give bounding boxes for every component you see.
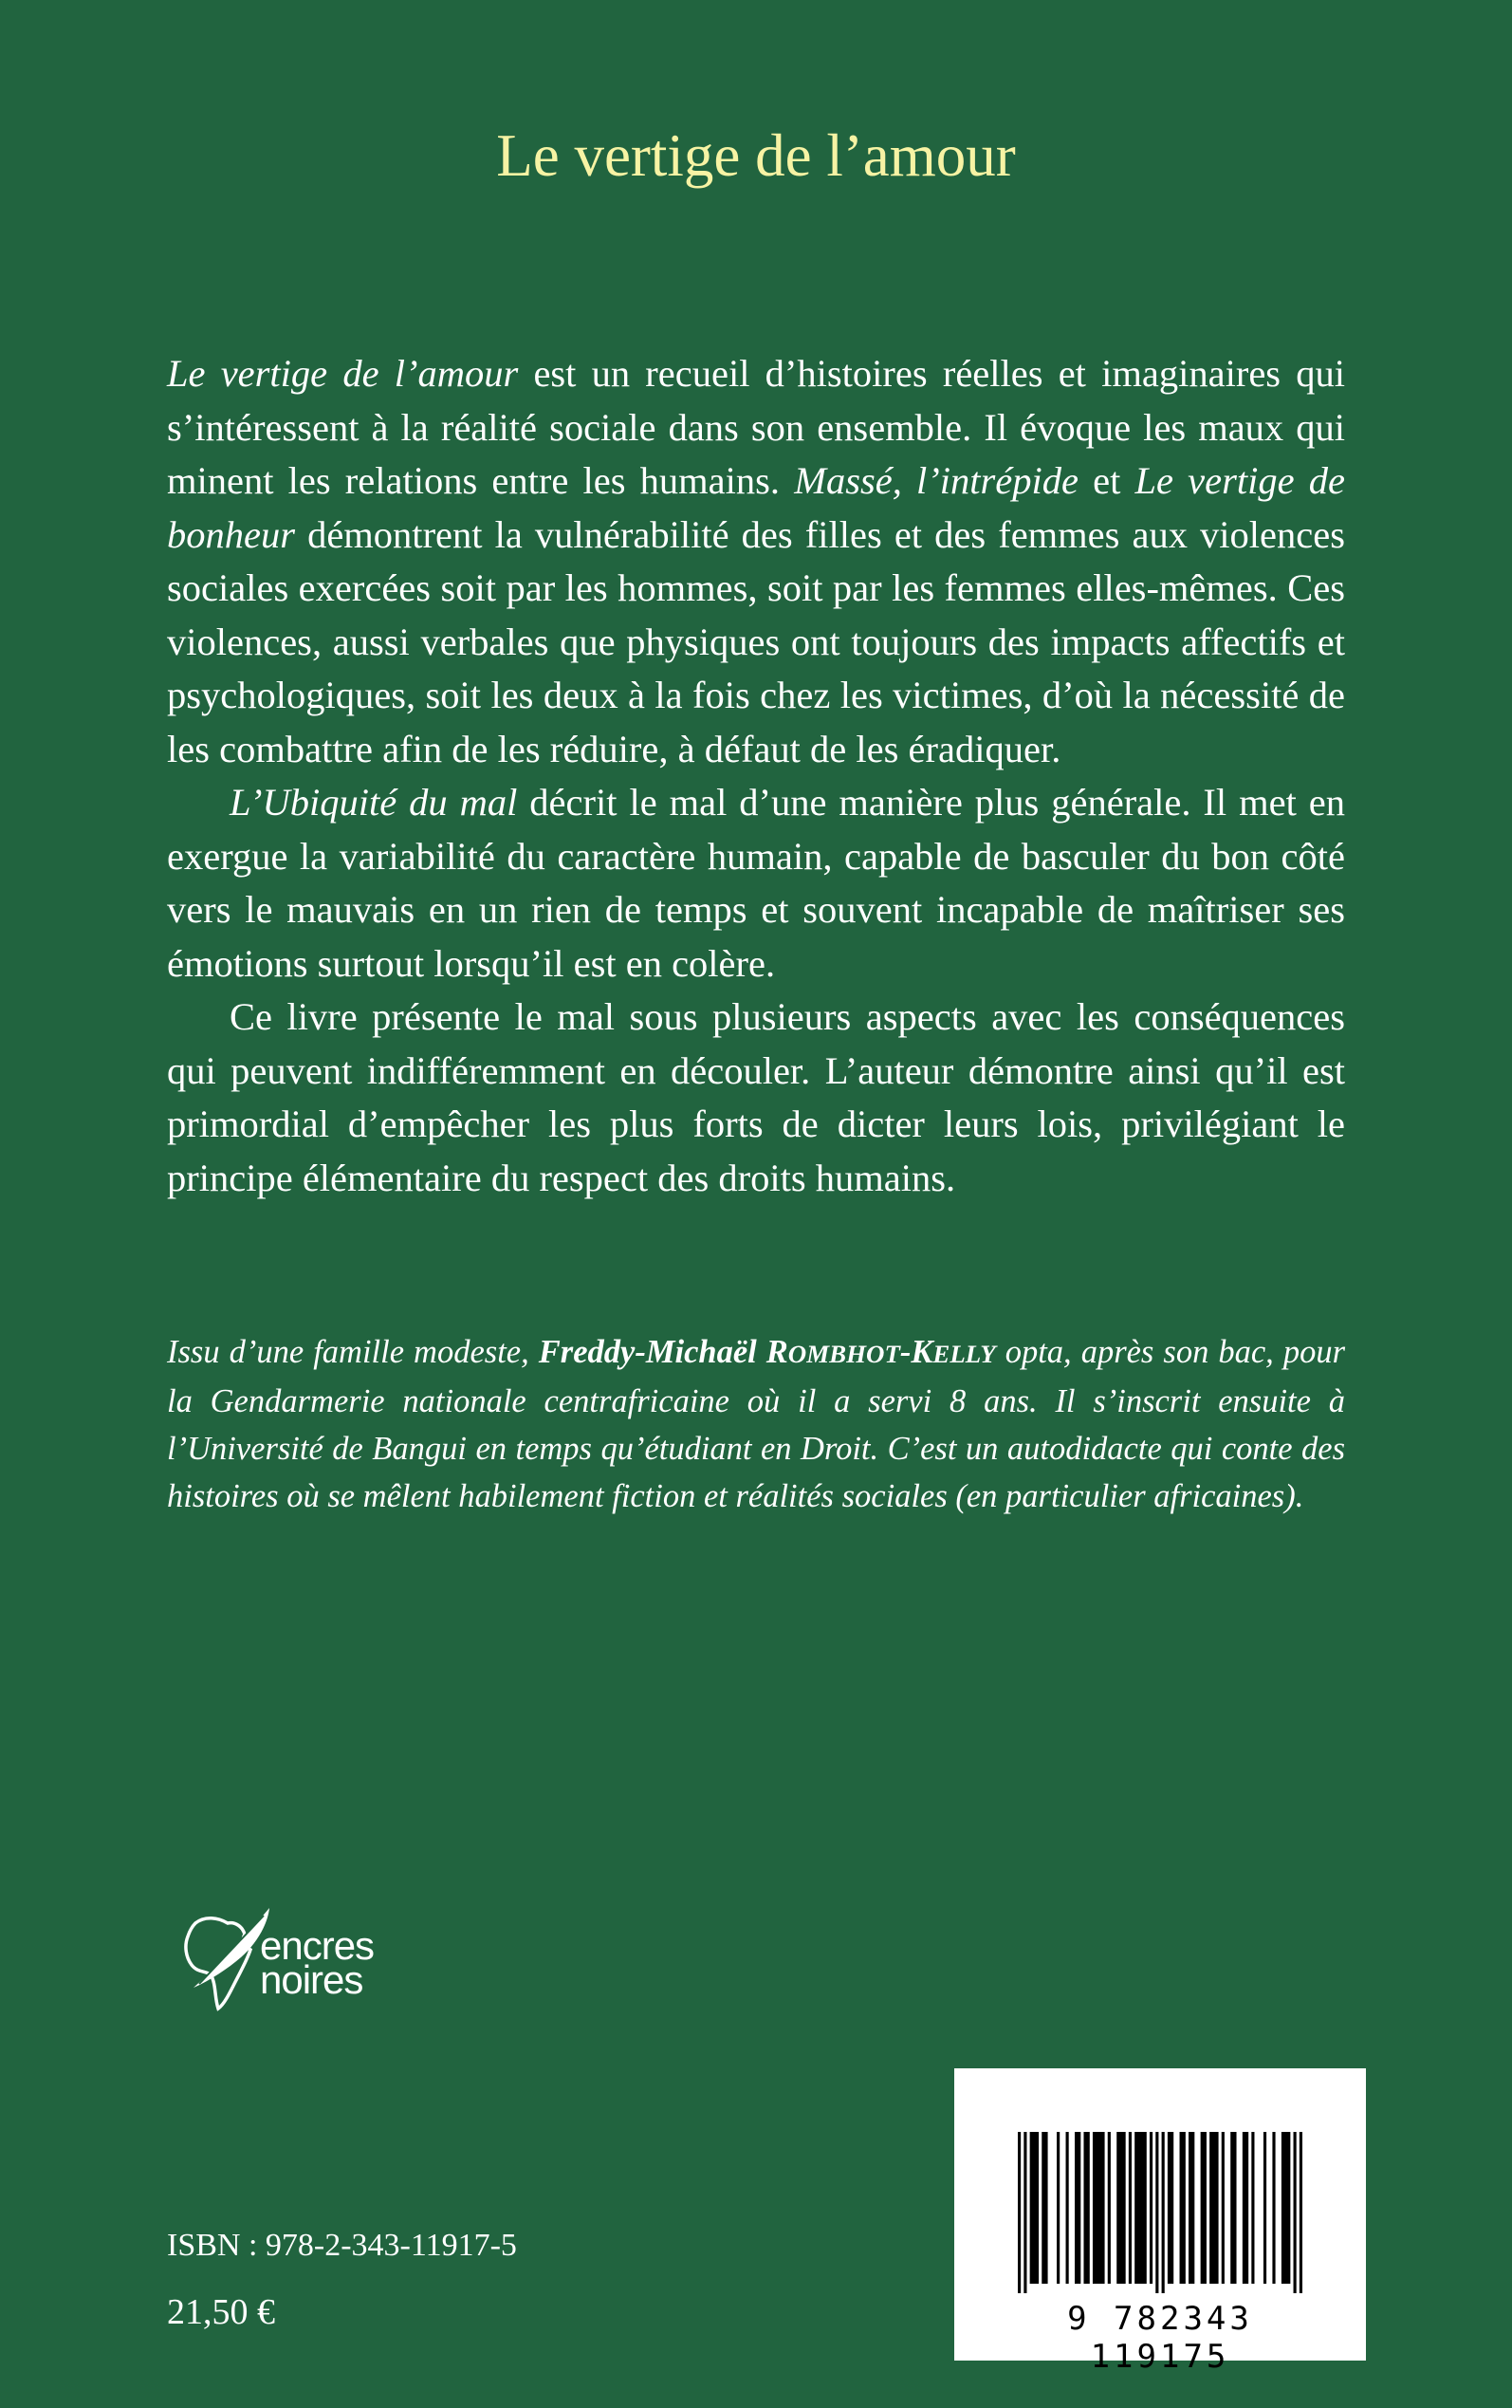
barcode-bar xyxy=(1230,2132,1236,2284)
barcode-bar xyxy=(1272,2132,1275,2284)
bio-intro: Issu d’une famille modeste, xyxy=(167,1334,539,1370)
barcode-bar xyxy=(1108,2132,1111,2284)
blurb-text-run: L’Ubiquité du mal xyxy=(230,781,518,824)
barcode-bar xyxy=(1243,2132,1248,2284)
barcode-bar xyxy=(1168,2132,1173,2284)
blurb-text-run: Le vertige de bonheur xyxy=(167,459,1345,556)
barcode-bar xyxy=(1018,2132,1021,2293)
barcode-bar xyxy=(1263,2132,1266,2284)
barcode-bar xyxy=(1201,2132,1207,2284)
barcode-bar xyxy=(1294,2132,1297,2293)
book-title: Le vertige de l’amour xyxy=(496,122,1016,189)
author-bio xyxy=(167,1328,1345,1520)
blurb-text-run: et xyxy=(1078,459,1135,502)
price: 21,50 € xyxy=(167,2292,275,2332)
barcode-bar xyxy=(1300,2132,1302,2293)
blurb-text-run: décrit le mal d’une manière plus générale. Il met en exergue la variabilité du caractère humain, capable de basculer du bon côté vers le mauvais en un rien de temps et souvent incapable de maîtriser ses émotions surtout lorsqu’il est en colère. xyxy=(167,781,1345,985)
barcode-bar xyxy=(1150,2132,1152,2284)
barcode-bar xyxy=(1209,2132,1218,2284)
barcode-bar xyxy=(1042,2132,1047,2284)
barcode-bar xyxy=(1093,2132,1105,2284)
barcode xyxy=(954,2068,1366,2376)
barcode-bar xyxy=(1066,2132,1069,2284)
barcode-bar xyxy=(1083,2132,1089,2284)
barcode-bar xyxy=(1030,2132,1039,2284)
blurb-text-run: Le vertige de l’amour xyxy=(167,352,519,395)
barcode-digits: 9 782343 119175 xyxy=(1067,2300,1253,2376)
barcode-bar xyxy=(1075,2132,1080,2284)
barcode-bar xyxy=(1162,2132,1165,2293)
author-name: Freddy-Michaël ROMBHOT-KELLY xyxy=(538,1334,996,1370)
blurb-text-run: est un recueil d’histoires réelles et imaginaires qui s’intéressent à la réalité sociale dans son ensemble. Il évoque les maux qui minent les relations entre les humains. xyxy=(167,352,1346,502)
barcode-bar xyxy=(1116,2132,1125,2284)
blurb-text-run: Ce livre présente le mal sous plusieurs aspects avec les conséquences qui peuvent indifféremment en découler. L’auteur démontre ainsi qu’il est primordial d’empêcher les plus forts de dicter leurs lois, privilégiant le principe élémentaire du respect des droits humains. xyxy=(167,995,1345,1199)
barcode-bar xyxy=(1155,2132,1158,2293)
barcode-bar xyxy=(1282,2132,1290,2284)
blurb-text-run: Massé, l’intrépide xyxy=(794,459,1079,502)
publisher-name: encres noires xyxy=(260,1923,375,2002)
barcode-bar xyxy=(1189,2132,1194,2284)
blurb-paragraph-1 xyxy=(167,347,1345,776)
publisher-logo xyxy=(176,1902,452,2026)
barcode-bar xyxy=(1180,2132,1186,2284)
barcode-bars xyxy=(1018,2132,1302,2293)
bio-text: opta, après son bac, pour la Gendarmerie nationale centrafricaine où il a servi 8 ans. Il s’inscrit ensuite à l’Université de Bangui en temps qu’étudiant en Droit. C’est un autodidacte qui conte des histoires où se mêlent habilement fiction et réalités sociales (en particulier africaines). xyxy=(167,1334,1346,1514)
blurb-paragraph-3 xyxy=(167,991,1345,1205)
blurb-text-run: démontrent la vulnérabilité des filles et des femmes aux violences sociales exercées soit par les hommes, soit par les femmes elles-mêmes. Ces violences, aussi verbales que physiques ont toujours des impacts affectifs et psychologiques, soit les deux à la fois chez les victimes, d’où la nécessité de les combattre afin de les réduire, à défaut de les éradiquer. xyxy=(167,512,1345,770)
barcode-bar xyxy=(1251,2132,1254,2284)
isbn: ISBN : 978-2-343-11917-5 xyxy=(167,2228,517,2263)
barcode-bar xyxy=(1222,2132,1225,2284)
barcode-bar xyxy=(1129,2132,1132,2284)
back-cover-blurb xyxy=(167,347,1345,1205)
barcode-bar xyxy=(1023,2132,1026,2293)
barcode-bar xyxy=(1134,2132,1147,2284)
barcode-bar xyxy=(1057,2132,1060,2284)
blurb-paragraph-2 xyxy=(167,776,1345,991)
